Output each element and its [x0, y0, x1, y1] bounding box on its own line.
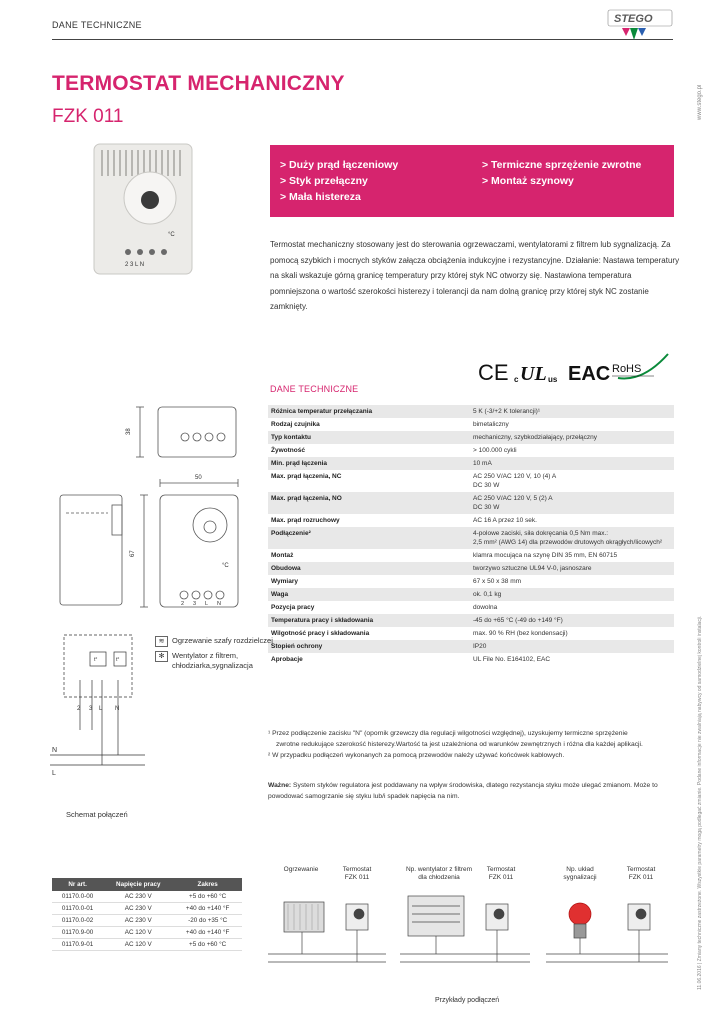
schematic-caption: Schemat połączeń [66, 810, 128, 819]
schematic-terminal-N: N [115, 706, 120, 712]
schematic-terminal-2: 2 [77, 706, 81, 712]
schematic-t-right: t° [116, 657, 120, 663]
product-description: Termostat mechaniczny stosowany jest do sterowania ogrzewaczami, wentylatorami z filtrem lub sygnalizacją. Za pomocą szybkich i mocnych styków załącza obciążenia indukcyjne i rezystancyjne. Działanie: Nastawa temperatury na skali wskazuje górną granicę temperatury przy której styk NC otworzy się. Nastawiona temperatura pomniejszona o wartość szerokości histerezy i tolerancji da nam dolną granicę przy której styk NC zostanie zamknięty. [270, 240, 680, 311]
spec-table [268, 405, 674, 666]
table-row: Max. prąd rozruchowy AC 16 A przez 10 sek. [271, 517, 537, 524]
footnote-1: ¹ Przez podłączenie zacisku "N" (opornik grzewczy dla regulacji wilgotności względnej), uzyskujemy termiczne sprzężenie [268, 730, 628, 737]
svg-text:°C: °C [168, 232, 175, 238]
table-row: Pozycja pracy dowolna [271, 604, 498, 611]
conn-label-signal: Np. układ sygnalizacji [563, 866, 597, 881]
dim-38-label: 38 [126, 428, 132, 435]
page-subtitle: FZK 011 [52, 106, 124, 127]
svg-text:2 3 L N: 2 3 L N [125, 262, 145, 268]
schematic-N-label: N [52, 747, 58, 754]
legend-item-heater: ≋ Ogrzewanie szafy rozdzielczej [155, 636, 273, 646]
conn-label-heater: Ogrzewanie [283, 866, 319, 873]
table-row: Żywotność > 100.000 cykli [271, 447, 517, 454]
schematic-terminal-3: 3 [89, 706, 93, 712]
dim-67-label: 67 [130, 550, 136, 557]
feature-highlights [270, 145, 674, 217]
footnotes [268, 728, 678, 761]
note-label: Ważne: [268, 782, 292, 789]
page-title: TERMOSTAT MECHANICZNY [52, 72, 345, 95]
eac-mark: EAC [568, 363, 611, 385]
svg-text:UL: UL [520, 363, 547, 385]
header-divider [52, 39, 673, 40]
footnote-2: ² W przypadku podłączeń wykonanych za pomocą przewodów należy używać końcówek kablowych. [268, 752, 565, 759]
side-disclaimer: 11.06.2016 | Zmiany techniczne zastrzeżone. Wszystkie parametry mogą podlegać zmianie. Podane informacje nie zwalniają nabywcy od samodzielnej kontroli instalacji. [697, 615, 703, 990]
feature-item: > Duży prąd łączeniowy [280, 159, 399, 171]
product-photo [88, 140, 198, 280]
terminal-N: N [217, 601, 221, 607]
table-row: Podłączenie² 4-polowe zaciski, siła dokręcania 0,5 Nm max.: 2,5 mm² (AWG 14) dla przewodów drutowych okrągłych/licowych² [268, 527, 674, 549]
footnote-1-cont: zwrotne redukujące szerokość histerezy.Wartość ta jest uzależniona od warunków zewnętrznych i różna dla każdej aplikacji. [276, 741, 643, 748]
order-table [52, 878, 242, 951]
wiring-schematic [50, 630, 150, 780]
dimension-drawings [50, 395, 265, 635]
connection-examples-caption: Przykłady podłączeń [435, 997, 500, 1004]
feature-item: > Montaż szynowy [482, 175, 574, 187]
terminal-3: 3 [193, 601, 197, 607]
logo-text: STEGO [614, 13, 653, 25]
terminal-L: L [205, 601, 209, 607]
connection-examples [262, 862, 674, 997]
table-row: Stopień ochrony IP20 [268, 640, 674, 653]
table-row: 01170.9-01 AC 120 V +5 do +60 °C [52, 939, 242, 951]
table-row: 01170.9-00 AC 120 V +40 do +140 °F [52, 927, 242, 939]
ce-mark: CE [478, 360, 509, 385]
table-row: Typ kontaktu mechaniczny, szybkodziałający, przełączny [268, 431, 674, 444]
table-row: Rodzaj czujnika bimetaliczny [271, 421, 509, 428]
table-row: Max. prąd łączenia, NC AC 250 V/AC 120 V, 10 (4) A DC 30 W [271, 473, 557, 489]
table-row: Różnica temperatur przełączania 5 K (-3/+2 K tolerancji)¹ [268, 405, 674, 418]
table-header-row: Nr art. Napięcie pracy Zakres [52, 878, 242, 891]
svg-text:c: c [514, 375, 519, 384]
table-row: Wymiary 67 x 50 x 38 mm [271, 578, 522, 585]
stego-logo [600, 8, 674, 48]
heater-icon: ≋ [155, 636, 168, 647]
dim-50-label: 50 [195, 475, 202, 481]
table-row: Max. prąd łączenia, NO AC 250 V/AC 120 V, 5 (2) A DC 30 W [268, 492, 674, 514]
fan-icon: ✻ [155, 651, 168, 662]
feature-list-right [482, 157, 641, 189]
legend-item-fan: ✻ Wentylator z filtrem, chłodziarka,sygnalizacja [155, 651, 273, 671]
table-row: Min. prąd łączenia 10 mA [268, 457, 674, 470]
conn-label-fan: Np. wentylator z filtrem dla chłodzenia [405, 866, 473, 881]
table-row: Temperatura pracy i składowania -45 do +65 °C (-49 do +149 °F) [268, 614, 674, 627]
schematic-t-left: t° [94, 657, 98, 663]
conn-label-thermostat-1: Termostat FZK 011 [342, 866, 372, 881]
table-row: 01170.0-02 AC 230 V -20 do +35 °C [52, 915, 242, 927]
schematic-terminal-L: L [99, 706, 103, 712]
svg-text:RoHS: RoHS [612, 363, 642, 375]
rohs-mark [612, 354, 668, 379]
feature-list-left [280, 157, 398, 205]
table-row: Aprobacje UL File No. E164102, EAC [271, 656, 551, 663]
note-text: System styków regulatora jest poddawany na wpływ środowiska, dlatego rezystancja styku może ulegać zmianom. Może to powodować samogrzanie się styku lub/i spadek napięcia na nim. [268, 782, 658, 800]
table-row: Montaż klamra mocująca na szynę DIN 35 mm, EN 60715 [271, 552, 618, 559]
conn-label-thermostat-3: Termostat FZK 011 [626, 866, 656, 881]
conn-label-thermostat-2: Termostat FZK 011 [486, 866, 516, 881]
schematic-L-label: L [52, 770, 56, 777]
section-label-tech-data: DANE TECHNICZNE [270, 384, 359, 394]
header-label: DANE TECHNICZNE [52, 20, 142, 30]
side-url: www.stego.pl [697, 84, 703, 120]
unit-label: °C [222, 563, 229, 569]
terminal-2: 2 [181, 601, 185, 607]
feature-item: > Styk przełączny [280, 175, 368, 187]
important-note [268, 780, 688, 802]
feature-item: > Mała histereza [280, 191, 361, 203]
svg-text:us: us [548, 375, 558, 384]
table-row: Obudowa tworzywo sztuczne UL94 V-0, jasnoszare [268, 562, 674, 575]
table-row: Wilgotność pracy i składowania max. 90 % RH (bez kondensacji) [271, 630, 568, 637]
table-row: 01170.0-01 AC 230 V +40 do +140 °F [52, 903, 242, 915]
certification-marks [478, 352, 674, 392]
ul-mark [514, 363, 558, 385]
table-row: Waga ok. 0,1 kg [268, 588, 674, 601]
table-row: 01170.0-00 AC 230 V +5 do +60 °C [52, 891, 242, 903]
legend [155, 636, 273, 676]
feature-item: > Termiczne sprzężenie zwrotne [482, 159, 642, 171]
